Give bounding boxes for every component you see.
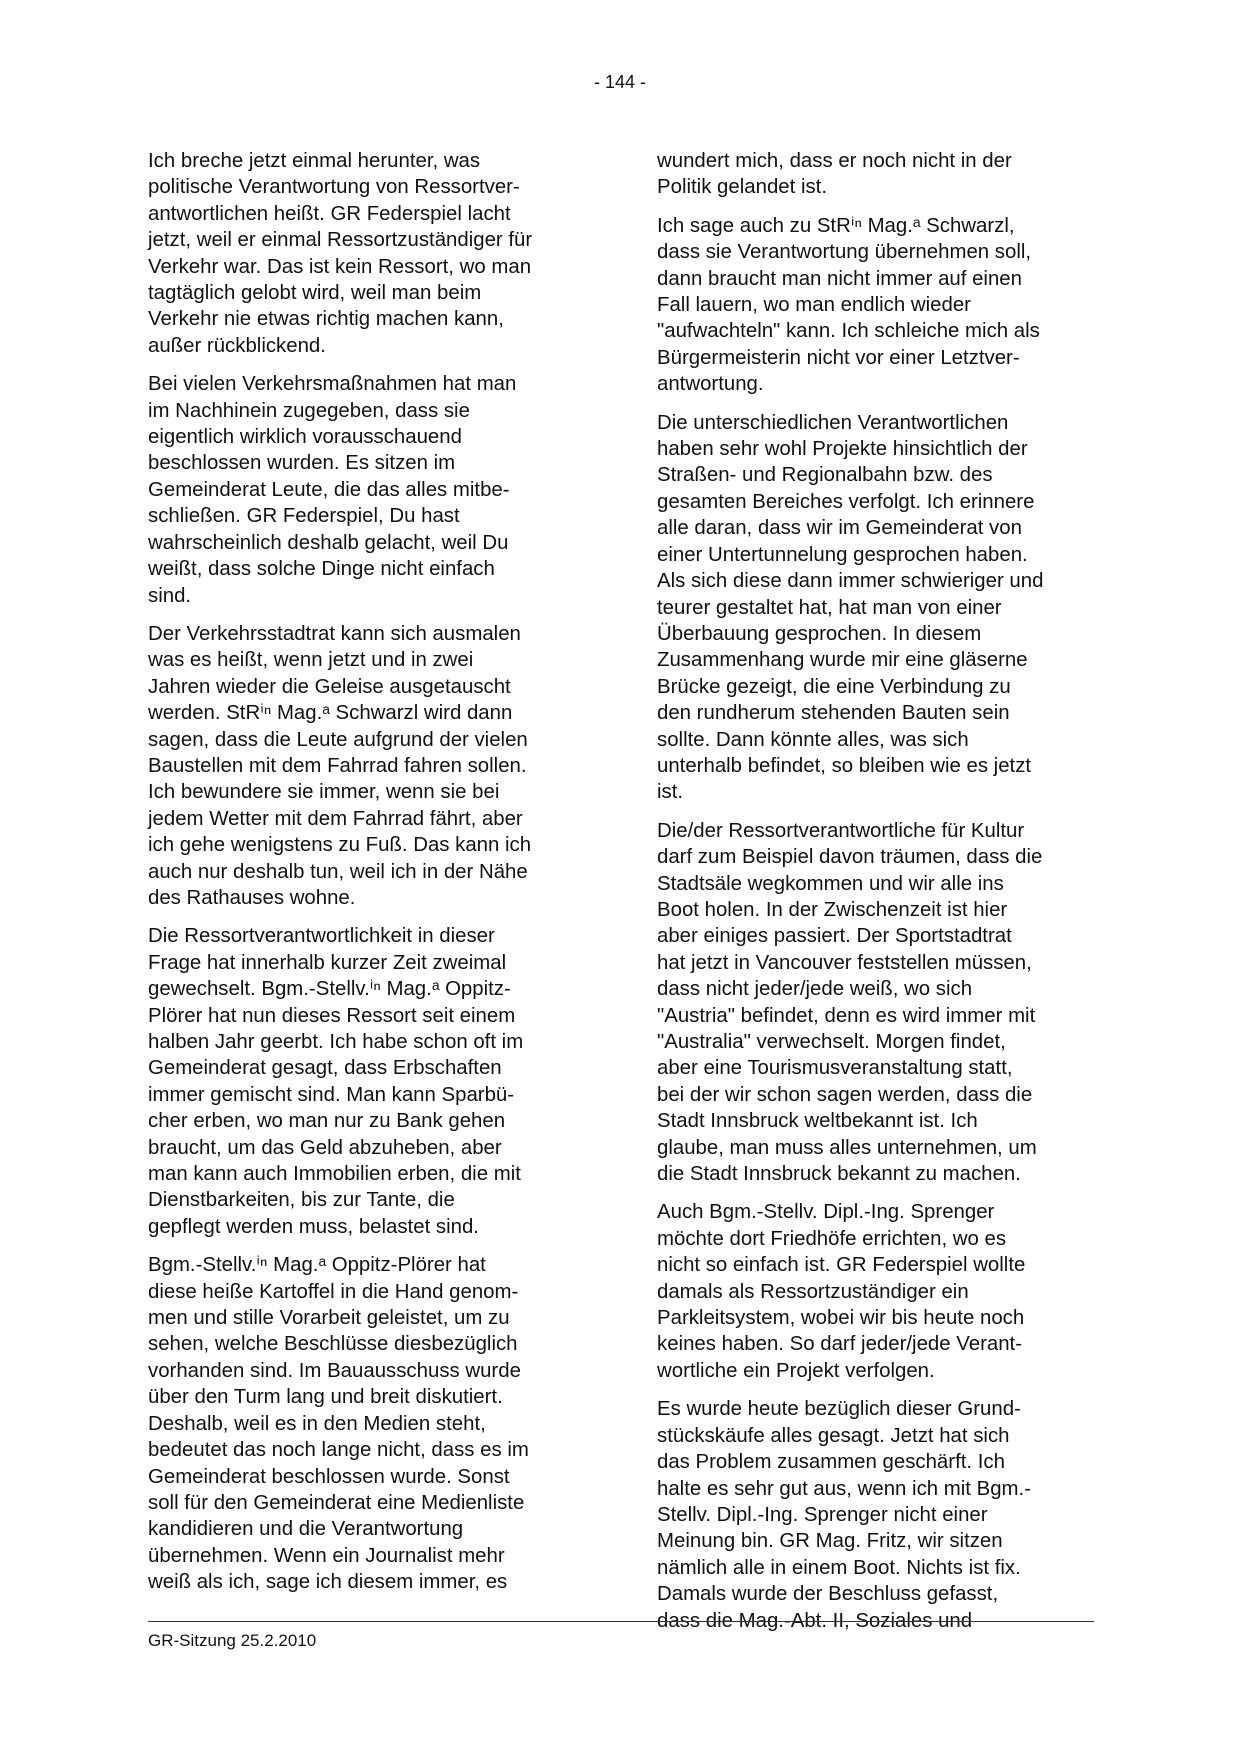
text-line: alle daran, dass wir im Gemeinderat von [657, 517, 1022, 540]
text-line: Bgm.-Stellv.ⁱⁿ Mag.ᵃ Oppitz-Plörer hat [148, 1254, 486, 1277]
paragraph [657, 1199, 1102, 1384]
text-line: übernehmen. Wenn ein Journalist mehr [148, 1544, 505, 1567]
paragraph [148, 621, 593, 911]
text-line: über den Turm lang und breit diskutiert. [148, 1386, 503, 1409]
text-line: Plörer hat nun dieses Ressort seit einem [148, 1004, 516, 1027]
text-line: Gemeinderat beschlossen wurde. Sonst [148, 1465, 510, 1488]
text-line: darf zum Beispiel davon träumen, dass die [657, 846, 1043, 869]
text-line: Der Verkehrsstadtrat kann sich ausmalen [148, 622, 521, 645]
text-line: das Problem zusammen geschärft. Ich [657, 1451, 1005, 1474]
text-line: nicht so einfach ist. GR Federspiel wollte [657, 1254, 1026, 1277]
text-line: Jahren wieder die Geleise ausgetauscht [148, 675, 511, 698]
text-line: Deshalb, weil es in den Medien steht, [148, 1412, 486, 1435]
text-line: Damals wurde der Beschluss gefasst, [657, 1583, 999, 1606]
text-line: glaube, man muss alles unternehmen, um [657, 1136, 1037, 1159]
text-line: Brücke gezeigt, die eine Verbindung zu [657, 675, 1011, 698]
text-line: sehen, welche Beschlüsse diesbezüglich [148, 1333, 518, 1356]
text-line: auch nur deshalb tun, weil ich in der Nähe [148, 860, 528, 883]
text-line: halte es sehr gut aus, wenn ich mit Bgm.- [657, 1477, 1032, 1500]
text-line: gesamten Bereiches verfolgt. Ich erinnere [657, 490, 1035, 513]
text-line: stückskäufe alles gesagt. Jetzt hat sich [657, 1424, 1010, 1447]
text-line: schließen. GR Federspiel, Du hast [148, 505, 460, 528]
text-line: braucht, um das Geld abzuheben, aber [148, 1136, 502, 1159]
text-line: "Austria" befindet, denn es wird immer mit [657, 1004, 1036, 1027]
text-line: Stadt Innsbruck weltbekannt ist. Ich [657, 1110, 978, 1133]
text-line: politische Verantwortung von Ressortver- [148, 176, 520, 199]
text-line: jetzt, weil er einmal Ressortzuständiger für [148, 229, 533, 252]
text-line: Dienstbarkeiten, bis zur Tante, die [148, 1189, 455, 1212]
text-line: ist. [657, 781, 684, 804]
text-line: Bei vielen Verkehrsmaßnahmen hat man [148, 373, 517, 396]
text-line: cher erben, wo man nur zu Bank gehen [148, 1110, 506, 1133]
text-line: eigentlich wirklich vorausschauend [148, 426, 462, 449]
paragraph [657, 148, 1102, 201]
text-line: Die/der Ressortverantwortliche für Kultur [657, 819, 1025, 842]
text-line: dass nicht jeder/jede weiß, wo sich [657, 978, 973, 1001]
text-line: men und stille Vorarbeit geleistet, um zu [148, 1307, 510, 1330]
text-line: tagtäglich gelobt wird, weil man beim [148, 282, 482, 305]
text-line: dass sie Verantwortung übernehmen soll, [657, 241, 1032, 264]
text-line: nämlich alle in einem Boot. Nichts ist fix. [657, 1556, 1021, 1579]
paragraph [148, 148, 593, 359]
text-line: im Nachhinein zugegeben, dass sie [148, 399, 470, 422]
text-line: weiß als ich, sage ich diesem immer, es [148, 1571, 508, 1594]
text-line: Verkehr nie etwas richtig machen kann, [148, 308, 504, 331]
text-line: einer Untertunnelung gesprochen haben. [657, 543, 1028, 566]
text-line: haben sehr wohl Projekte hinsichtlich der [657, 438, 1028, 461]
text-line: Auch Bgm.-Stellv. Dipl.-Ing. Sprenger [657, 1201, 995, 1224]
text-line: aber einiges passiert. Der Sportstadtrat [657, 925, 1012, 948]
text-line: Verkehr war. Das ist kein Ressort, wo man [148, 255, 532, 278]
text-line: immer gemischt sind. Man kann Sparbü- [148, 1083, 515, 1106]
text-line: bedeutet das noch lange nicht, dass es im [148, 1439, 529, 1462]
paragraph [148, 1252, 593, 1595]
text-line: möchte dort Friedhöfe errichten, wo es [657, 1227, 1007, 1250]
text-line: "aufwachteln" kann. Ich schleiche mich als [657, 320, 1040, 343]
text-line: soll für den Gemeinderat eine Medienliste [148, 1491, 525, 1514]
paragraph [657, 213, 1102, 398]
paragraph [657, 410, 1102, 806]
text-line: Überbauung gesprochen. In diesem [657, 622, 982, 645]
text-line: diese heiße Kartoffel in die Hand genom- [148, 1280, 519, 1303]
text-line: Bürgermeisterin nicht vor einer Letztver- [657, 346, 1020, 369]
text-line: gewechselt. Bgm.-Stellv.ⁱⁿ Mag.ᵃ Oppitz- [148, 978, 511, 1001]
text-line: ich gehe wenigstens zu Fuß. Das kann ich [148, 834, 532, 857]
text-line: Als sich diese dann immer schwieriger und [657, 570, 1044, 593]
text-line: Straßen- und Regionalbahn bzw. des [657, 464, 993, 487]
text-line: jedem Wetter mit dem Fahrrad fährt, aber [148, 807, 523, 830]
text-line: Meinung bin. GR Mag. Fritz, wir sitzen [657, 1530, 1003, 1553]
text-line: Ich breche jetzt einmal herunter, was [148, 150, 481, 172]
text-line: bei der wir schon sagen werden, dass die [657, 1083, 1033, 1106]
text-line: werden. StRⁱⁿ Mag.ᵃ Schwarzl wird dann [148, 702, 513, 725]
text-line: Gemeinderat Leute, die das alles mitbe- [148, 478, 510, 501]
text-line: halben Jahr geerbt. Ich habe schon oft im [148, 1031, 524, 1053]
text-line: Es wurde heute bezüglich dieser Grund- [657, 1398, 1021, 1421]
text-line: sollte. Dann könnte alles, was sich [657, 728, 969, 751]
text-line: hat jetzt in Vancouver feststellen müssen, [657, 951, 1032, 974]
paragraph [148, 923, 593, 1240]
text-line: gepflegt werden muss, belastet sind. [148, 1215, 479, 1238]
text-line: Gemeinderat gesagt, dass Erbschaften [148, 1057, 502, 1080]
text-line: Ich sage auch zu StRⁱⁿ Mag.ᵃ Schwarzl, [657, 214, 1015, 237]
text-line: Fall lauern, wo man endlich wieder [657, 294, 971, 317]
text-line: aber eine Tourismusveranstaltung statt, [657, 1057, 1013, 1080]
text-line: teurer gestaltet hat, hat man von einer [657, 596, 1002, 619]
text-line: den rundherum stehenden Bauten sein [657, 702, 1010, 725]
text-line: Boot holen. In der Zwischenzeit ist hier [657, 898, 1008, 921]
paragraph [657, 818, 1102, 1188]
text-line: antwortung. [657, 373, 764, 396]
text-line: außer rückblickend. [148, 334, 326, 357]
text-line: Ich bewundere sie immer, wenn sie bei [148, 781, 500, 804]
text-line: die Stadt Innsbruck bekannt zu machen. [657, 1163, 1021, 1186]
text-line: sind. [148, 584, 192, 607]
text-line: Baustellen mit dem Fahrrad fahren sollen. [148, 754, 527, 777]
text-line: dass die Mag.-Abt. II, Soziales und [657, 1609, 973, 1632]
right-column [657, 148, 1102, 1646]
footer-divider [148, 1621, 1094, 1622]
text-line: Zusammenhang wurde mir eine gläserne [657, 649, 1028, 672]
text-line: Stellv. Dipl.-Ing. Sprenger nicht einer [657, 1503, 988, 1526]
footer-session-date: GR-Sitzung 25.2.2010 [148, 1631, 317, 1650]
text-line: antwortlichen heißt. GR Federspiel lacht [148, 202, 511, 225]
text-line: beschlossen wurden. Es sitzen im [148, 452, 456, 475]
text-line: was es heißt, wenn jetzt und in zwei [148, 649, 474, 672]
left-column [148, 148, 593, 1608]
text-line: dann braucht man nicht immer auf einen [657, 267, 1022, 290]
text-line: Die Ressortverantwortlichkeit in dieser [148, 925, 495, 948]
text-line: sagen, dass die Leute aufgrund der vielen [148, 728, 528, 751]
page-number: - 144 - [593, 72, 647, 92]
text-line: kandidieren und die Verantwortung [148, 1518, 464, 1541]
paragraph [148, 371, 593, 609]
text-line: damals als Ressortzuständiger ein [657, 1280, 969, 1303]
text-line: Parkleitsystem, wobei wir bis heute noch [657, 1307, 1025, 1330]
text-line: keines haben. So darf jeder/jede Verant- [657, 1333, 1023, 1356]
text-line: Stadtsäle wegkommen und wir alle ins [657, 872, 1004, 895]
text-line: Frage hat innerhalb kurzer Zeit zweimal [148, 951, 507, 974]
text-line: vorhanden sind. Im Bauausschuss wurde [148, 1359, 521, 1382]
text-line: wundert mich, dass er noch nicht in der [657, 150, 1012, 172]
text-line: Die unterschiedlichen Verantwortlichen [657, 411, 1009, 434]
text-line: des Rathauses wohne. [148, 886, 356, 909]
paragraph [657, 1396, 1102, 1634]
text-line: unterhalb befindet, so bleiben wie es jetzt [657, 754, 1032, 777]
text-line: wahrscheinlich deshalb gelacht, weil Du [148, 531, 509, 554]
text-line: "Australia" verwechselt. Morgen findet, [657, 1031, 1006, 1053]
text-line: man kann auch Immobilien erben, die mit [148, 1163, 521, 1186]
text-line: Politik gelandet ist. [657, 176, 828, 199]
text-line: weißt, dass solche Dinge nicht einfach [148, 558, 495, 581]
text-line: wortliche ein Projekt verfolgen. [657, 1359, 935, 1382]
